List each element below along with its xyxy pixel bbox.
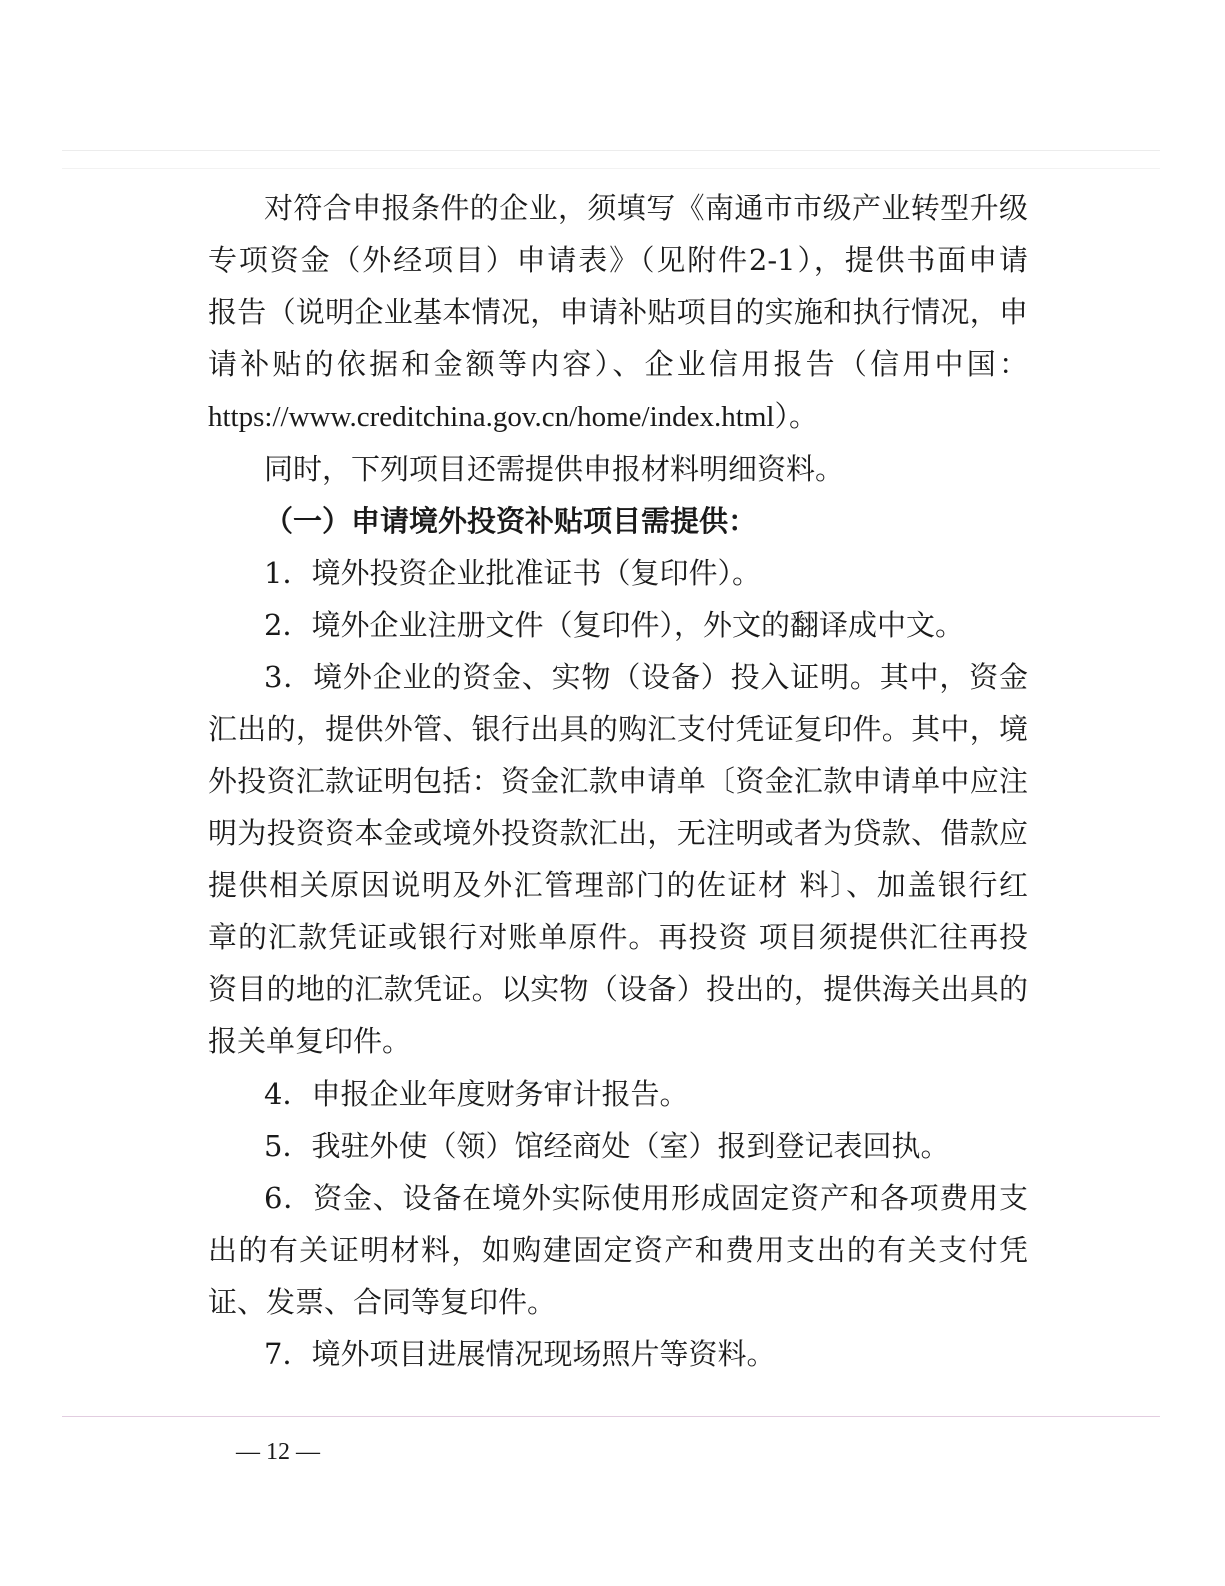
paragraph-line: 外投资汇款证明包括：资金汇款申请单〔资金汇款申请单中应注 — [208, 764, 1028, 798]
paragraph-line: 报关单复印件。 — [208, 1024, 412, 1058]
paragraph-line: 汇出的，提供外管、银行出具的购汇支付凭证复印件。其中，境 — [208, 712, 1028, 746]
list-item: 7．境外项目进展情况现场照片等资料。 — [264, 1337, 776, 1371]
list-item: 1．境外投资企业批准证书（复印件）。 — [264, 556, 761, 590]
list-item: 3．境外企业的资金、实物（设备）投入证明。其中，资金 — [264, 660, 1028, 694]
url-line: https://www.creditchina.gov.cn/home/index.html）。 — [208, 401, 818, 433]
page-number: — 12 — — [236, 1439, 320, 1465]
list-item: 4．申报企业年度财务审计报告。 — [264, 1077, 689, 1111]
paragraph-line: 证、发票、合同等复印件。 — [208, 1285, 557, 1319]
list-item: 6．资金、设备在境外实际使用形成固定资产和各项费用支 — [264, 1181, 1028, 1215]
list-item: 5．我驻外使（领）馆经商处（室）报到登记表回执。 — [264, 1129, 950, 1163]
paragraph-line: 报告（说明企业基本情况，申请补贴项目的实施和执行情况，申 — [208, 295, 1028, 329]
footer-rule — [62, 1416, 1160, 1417]
header-rule — [62, 150, 1160, 151]
paragraph-line: 请补贴的依据和金额等内容）、企业信用报告（信用中国： — [208, 347, 1028, 381]
paragraph-line: 同时，下列项目还需提供申报材料明细资料。 — [264, 452, 845, 486]
paragraph-line: 资目的地的汇款凭证。以实物（设备）投出的，提供海关出具的 — [208, 972, 1028, 1006]
section-heading: （一）申请境外投资补贴项目需提供： — [264, 504, 758, 538]
paragraph-line: 提供相关原因说明及外汇管理部门的佐证材 料〕、加盖银行红 — [208, 868, 1028, 902]
header-rule-secondary — [62, 168, 1160, 169]
paragraph-line: 对符合申报条件的企业，须填写《南通市市级产业转型升级 — [264, 191, 1028, 225]
paragraph-line: 章的汇款凭证或银行对账单原件。再投资 项目须提供汇往再投 — [208, 920, 1028, 954]
paragraph-line: 专项资金（外经项目）申请表》（见附件2-1），提供书面申请 — [208, 243, 1028, 277]
paragraph-line: 出的有关证明材料，如购建固定资产和费用支出的有关支付凭 — [208, 1233, 1028, 1267]
paragraph-line: 明为投资资本金或境外投资款汇出，无注明或者为贷款、借款应 — [208, 816, 1028, 850]
list-item: 2．境外企业注册文件（复印件），外文的翻译成中文。 — [264, 608, 964, 642]
